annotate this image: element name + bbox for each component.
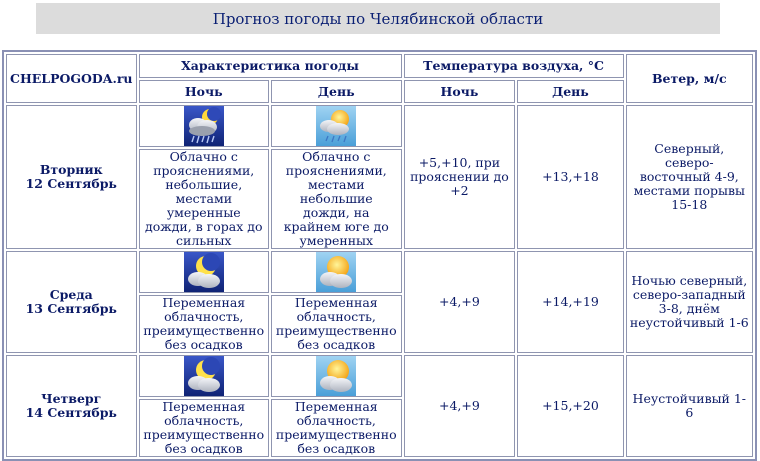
weekday: Среда: [49, 287, 93, 302]
header-temperature: Температура воздуха, °С: [404, 54, 624, 78]
day-temperature: +15,+20: [517, 355, 623, 457]
row-date: [6, 355, 137, 457]
wind: Неустойчивый 1-6: [626, 355, 753, 457]
date: 12 Сентябрь: [25, 176, 117, 191]
header-weather: Характеристика погоды: [139, 54, 402, 78]
date: 13 Сентябрь: [25, 301, 117, 316]
forecast-table: [2, 50, 757, 461]
wind: Ночью северный, северо-западный 3-8, днём неустойчивый 1-6: [626, 251, 753, 353]
day-icon-cell: [271, 355, 402, 397]
day-temperature: +13,+18: [517, 105, 623, 249]
header-temp-night: Ночь: [404, 80, 516, 103]
weekday: Четверг: [41, 391, 102, 406]
day-temperature: +14,+19: [517, 251, 623, 353]
day-description: Облачно с прояснениями, местами небольшие дожди, на крайнем юге до умеренных: [271, 149, 402, 249]
night-icon-cell: [139, 355, 270, 397]
night-temperature: +4,+9: [404, 251, 516, 353]
night-icon-cell: [139, 105, 270, 147]
header-weather-night: Ночь: [139, 80, 270, 103]
day-description: Переменная облачность, преимущественно без осадков: [271, 295, 402, 353]
row-date: [6, 251, 137, 353]
partly-cloudy-day-icon: [316, 252, 356, 292]
page-title: Прогноз погоды по Челябинской области: [36, 3, 720, 34]
table-row: [6, 251, 753, 293]
partly-cloudy-night-icon: [184, 356, 224, 396]
cloudy-night-heavy-rain-icon: [184, 106, 224, 146]
partly-cloudy-sun-rain-icon: [316, 106, 356, 146]
header-temp-day: День: [517, 80, 623, 103]
day-icon-cell: [271, 105, 402, 147]
row-date: [6, 105, 137, 249]
night-description: Переменная облачность, преимущественно без осадков: [139, 295, 270, 353]
day-icon-cell: [271, 251, 402, 293]
night-description: Переменная облачность, преимущественно без осадков: [139, 399, 270, 457]
date: 14 Сентябрь: [25, 405, 117, 420]
night-description: Облачно с прояснениями, небольшие, местами умеренные дожди, в горах до сильных: [139, 149, 270, 249]
site-brand: CHELPOGODA.ru: [6, 54, 137, 103]
header-weather-day: День: [271, 80, 402, 103]
day-description: Переменная облачность, преимущественно без осадков: [271, 399, 402, 457]
partly-cloudy-night-icon: [184, 252, 224, 292]
table-row: [6, 105, 753, 147]
night-temperature: +5,+10, при прояснении до +2: [404, 105, 516, 249]
header-wind: Ветер, м/с: [626, 54, 753, 103]
table-row: [6, 355, 753, 397]
partly-cloudy-day-icon: [316, 356, 356, 396]
wind: Северный, северо-восточный 4-9, местами порывы 15-18: [626, 105, 753, 249]
night-icon-cell: [139, 251, 270, 293]
night-temperature: +4,+9: [404, 355, 516, 457]
weekday: Вторник: [39, 162, 103, 177]
